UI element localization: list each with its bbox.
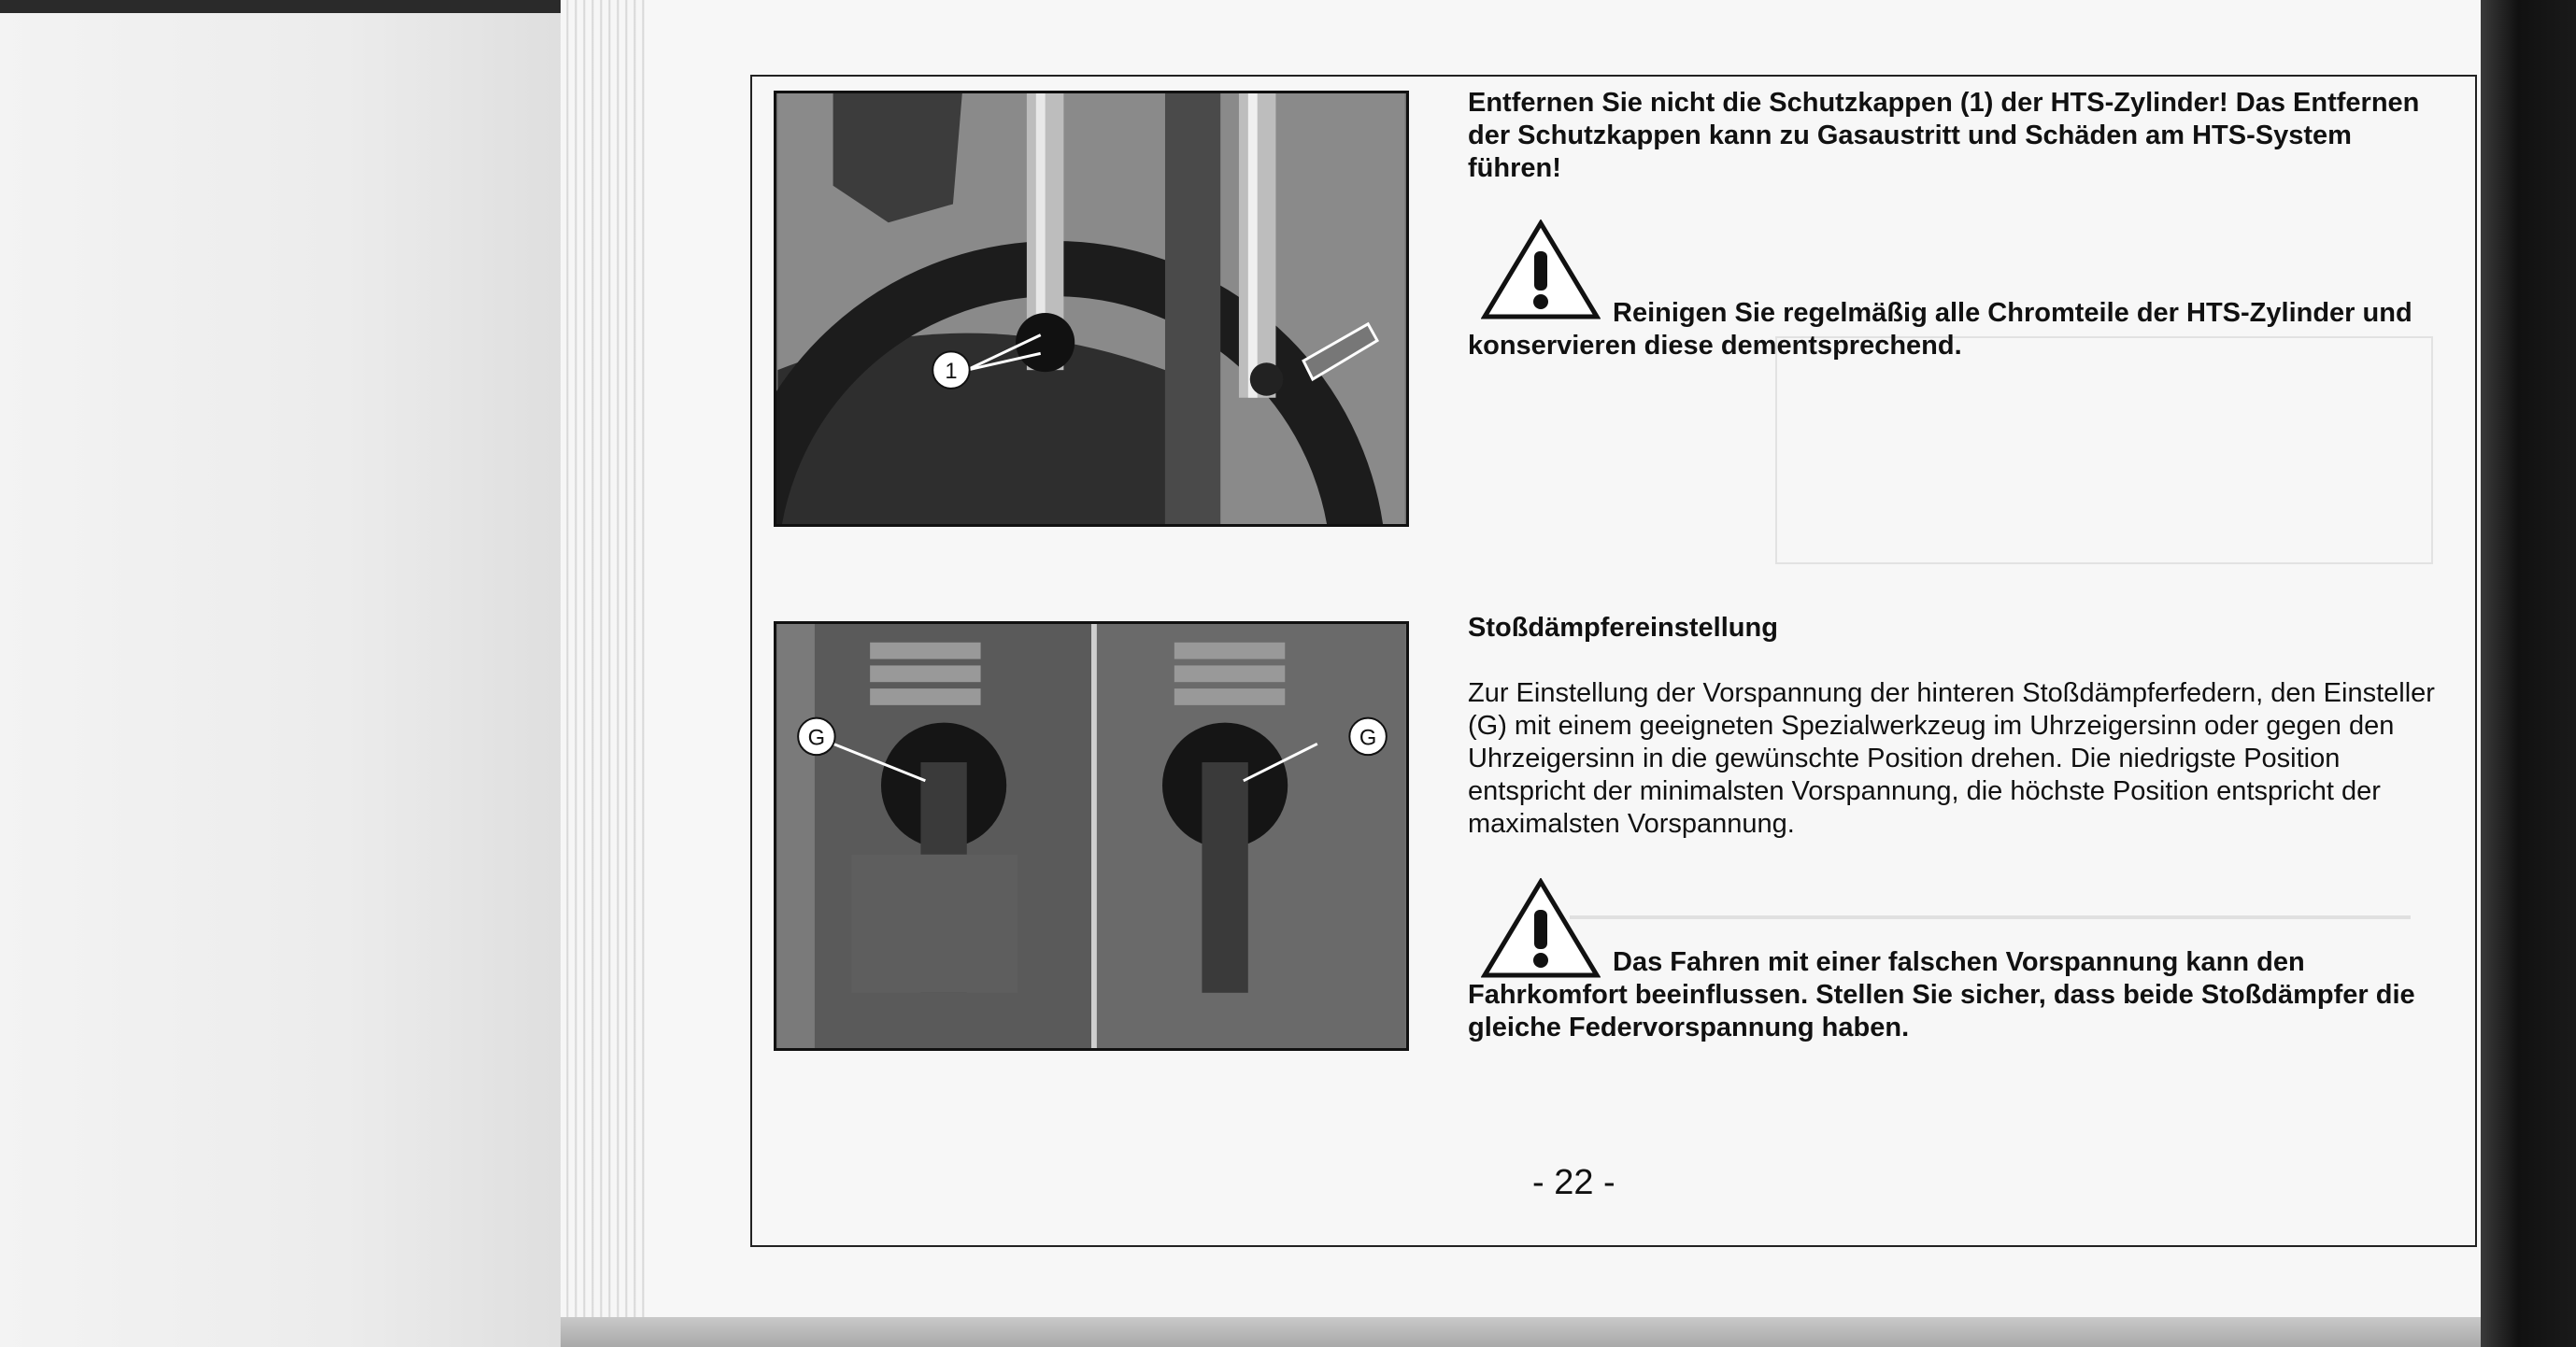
callout-g-right-label: G — [1359, 726, 1377, 751]
section-body: Zur Einstellung der Vorspannung der hinteren Stoßdämpferfedern, den Einsteller (G) mit einem geeigneten Spezialwerkzeug im Uhrzeigersinn oder gegen den Uhrzeigersinn in die gewünschte Position drehen. Die niedrigste Position entspricht der minimalsten Vorspannung, die höchste Position entspricht der maximalsten Vorspannung. — [1468, 678, 2435, 839]
bottom-page-edge — [561, 1317, 2576, 1347]
rear-shock-photo — [774, 621, 1409, 1051]
page-number: - 22 - — [1532, 1163, 1615, 1202]
warning-text-protective-caps: Entfernen Sie nicht die Schutzkappen (1) der HTS-Zylinder! Das Entfernen der Schutzkappen kann zu Gasaustritt und Schäden am HTS-System führen! — [1468, 88, 2420, 183]
left-page — [0, 0, 570, 1347]
top-shadow — [0, 0, 570, 13]
rear-shock-illustration — [776, 624, 1406, 1048]
warning-text-preload: Das Fahren mit einer falschen Vorspannung kann den Fahrkomfort beeinflussen. Stellen Sie sicher, dass beide Stoßdämpfer die gleiche Federvorspannung haben. — [1468, 947, 2415, 1042]
front-fork-photo — [774, 91, 1409, 527]
callout-1-label: 1 — [945, 360, 958, 385]
front-fork-illustration — [776, 93, 1406, 524]
warning-text-chrome-care: Reinigen Sie regelmäßig alle Chromteile der HTS-Zylinder und konservieren diese dementsprechend. — [1468, 298, 2412, 361]
book-edge-shadow — [2481, 0, 2576, 1347]
callout-g-left-label: G — [807, 726, 826, 751]
section-heading: Stoßdämpfereinstellung — [1468, 613, 1778, 643]
